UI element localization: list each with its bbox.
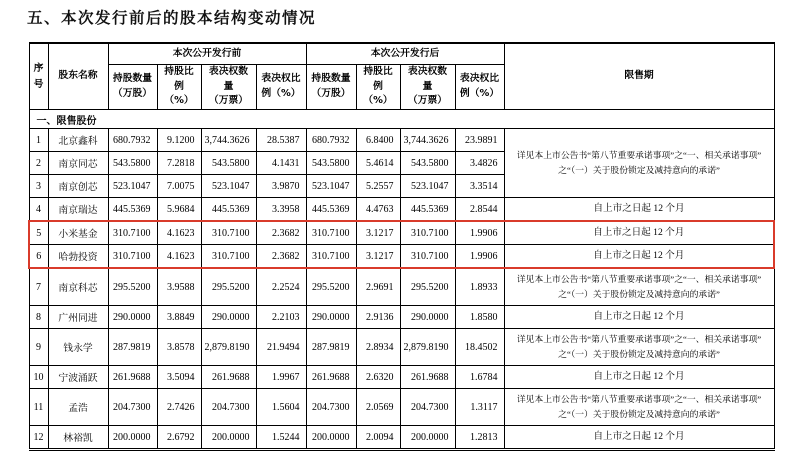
before-offering-value-cell: 4.1623 [157,221,201,245]
shareholder-name-cell: 南京创芯 [48,175,108,198]
lockup-note-line1: 详见本上市公告书“第八节重要承诺事项”之“一、相关承诺事项” [516,150,762,161]
header-after-votes: 表决权数量 （万票） [400,65,455,110]
before-offering-value-cell: 310.7100 [201,221,256,245]
before-offering-value-cell: 3.9870 [256,175,306,198]
after-offering-value-cell: 287.9819 [306,329,356,366]
before-offering-value-cell: 2.3682 [256,245,306,269]
row-number-cell: 2 [29,152,48,175]
after-offering-value-cell: 4.4763 [356,198,400,222]
section-label: 一、限售股份 [29,110,774,129]
before-offering-value-cell: 310.7100 [108,221,157,245]
row-number-cell: 12 [29,426,48,450]
after-offering-value-cell: 2.0569 [356,389,400,426]
table-row [29,129,774,152]
before-offering-value-cell: 445.5369 [201,198,256,222]
lockup-period-cell [504,389,774,426]
lockup-period-cell [504,129,774,198]
row-number-cell: 1 [29,129,48,152]
after-offering-value-cell: 204.7300 [306,389,356,426]
before-offering-value-cell: 2.7426 [157,389,201,426]
lockup-note-line2: 之“（一）关于股份锁定及减持意向的承诺” [558,165,720,176]
row-number-cell: 4 [29,198,48,222]
after-offering-value-cell: 23.9891 [455,129,504,152]
after-offering-value-cell: 200.0000 [306,426,356,450]
table-row [29,306,774,329]
header-before-share-pct: 持股比例 （%） [157,65,201,110]
share-structure-table [28,42,775,451]
header-before-vote-pct: 表决权比 例（%） [256,65,306,110]
lockup-period-cell [504,268,774,306]
after-offering-value-cell: 5.2557 [356,175,400,198]
after-offering-value-cell: 295.5200 [400,268,455,306]
after-offering-value-cell: 310.7100 [400,245,455,269]
before-offering-value-cell: 2.2103 [256,306,306,329]
after-offering-value-cell: 6.8400 [356,129,400,152]
before-offering-value-cell: 204.7300 [201,389,256,426]
shareholder-name-cell: 小米基金 [48,221,108,245]
after-offering-value-cell: 543.5800 [306,152,356,175]
before-offering-value-cell: 295.5200 [201,268,256,306]
before-offering-value-cell: 543.5800 [201,152,256,175]
before-offering-value-cell: 7.0075 [157,175,201,198]
before-offering-value-cell: 3,744.3626 [201,129,256,152]
shareholder-name-cell: 北京鑫科 [48,129,108,152]
before-offering-value-cell: 2,879.8190 [201,329,256,366]
section-restricted-shares [29,110,774,129]
after-offering-value-cell: 204.7300 [400,389,455,426]
after-offering-value-cell: 290.0000 [400,306,455,329]
before-offering-value-cell: 523.1047 [108,175,157,198]
before-offering-value-cell: 1.9967 [256,366,306,389]
row-number-cell: 9 [29,329,48,366]
shareholder-name-cell: 钱永学 [48,329,108,366]
before-offering-value-cell: 2.2524 [256,268,306,306]
lockup-period-cell: 自上市之日起 12 个月 [504,221,774,245]
shareholder-name-cell: 南京同芯 [48,152,108,175]
after-offering-value-cell: 1.8933 [455,268,504,306]
before-offering-value-cell: 3.9588 [157,268,201,306]
page-title: 五、本次发行前后的股本结构变动情况 [27,9,317,27]
row-number-cell: 10 [29,366,48,389]
after-offering-value-cell: 3.1217 [356,245,400,269]
before-offering-value-cell: 287.9819 [108,329,157,366]
after-offering-value-cell: 200.0000 [400,426,455,450]
before-offering-value-cell: 28.5387 [256,129,306,152]
after-offering-value-cell: 3.3514 [455,175,504,198]
after-offering-value-cell: 310.7100 [306,221,356,245]
before-offering-value-cell: 543.5800 [108,152,157,175]
shareholder-name-cell: 林裕凯 [48,426,108,450]
before-offering-value-cell: 295.5200 [108,268,157,306]
header-after-shares: 持股数量 （万股） [306,65,356,110]
after-offering-value-cell: 1.9906 [455,245,504,269]
after-offering-value-cell: 2.9136 [356,306,400,329]
header-after-share-pct: 持股比例 （%） [356,65,400,110]
shareholder-name-cell: 南京科芯 [48,268,108,306]
after-offering-value-cell: 2.8934 [356,329,400,366]
table-row [29,221,774,245]
after-offering-value-cell: 680.7932 [306,129,356,152]
row-number-cell: 6 [29,245,48,269]
lockup-note-line1: 详见本上市公告书“第八节重要承诺事项”之“一、相关承诺事项” [516,274,762,285]
after-offering-value-cell: 2,879.8190 [400,329,455,366]
header-before-votes: 表决权数量 （万票） [201,65,256,110]
table-row [29,426,774,450]
after-offering-value-cell: 1.9906 [455,221,504,245]
before-offering-value-cell: 9.1200 [157,129,201,152]
after-offering-value-cell: 3.1217 [356,221,400,245]
before-offering-value-cell: 3.3958 [256,198,306,222]
header-shareholder: 股东名称 [48,43,108,110]
before-offering-value-cell: 200.0000 [201,426,256,450]
before-offering-value-cell: 680.7932 [108,129,157,152]
lockup-period-cell: 自上市之日起 12 个月 [504,198,774,222]
before-offering-value-cell: 2.6792 [157,426,201,450]
lockup-note-line1: 详见本上市公告书“第八节重要承诺事项”之“一、相关承诺事项” [516,394,762,405]
before-offering-value-cell: 5.9684 [157,198,201,222]
after-offering-value-cell: 1.6784 [455,366,504,389]
after-offering-value-cell: 3.4826 [455,152,504,175]
after-offering-value-cell: 2.8544 [455,198,504,222]
before-offering-value-cell: 21.9494 [256,329,306,366]
after-offering-value-cell: 523.1047 [306,175,356,198]
table-row [29,245,774,269]
after-offering-value-cell: 2.6320 [356,366,400,389]
lockup-period-cell: 自上市之日起 12 个月 [504,306,774,329]
after-offering-value-cell: 3,744.3626 [400,129,455,152]
after-offering-value-cell: 445.5369 [306,198,356,222]
header-seq: 序号 [29,43,48,110]
before-offering-value-cell: 7.2818 [157,152,201,175]
before-offering-value-cell: 4.1623 [157,245,201,269]
table-row [29,389,774,426]
before-offering-value-cell: 290.0000 [108,306,157,329]
lockup-note-line2: 之“（一）关于股份锁定及减持意向的承诺” [558,409,720,420]
before-offering-value-cell: 2.3682 [256,221,306,245]
table-row [29,366,774,389]
before-offering-value-cell: 4.1431 [256,152,306,175]
lockup-period-cell: 自上市之日起 12 个月 [504,366,774,389]
after-offering-value-cell: 1.3117 [455,389,504,426]
after-offering-value-cell: 295.5200 [306,268,356,306]
shareholder-name-cell: 孟浩 [48,389,108,426]
after-offering-value-cell: 290.0000 [306,306,356,329]
header-before-shares: 持股数量 （万股） [108,65,157,110]
before-offering-value-cell: 1.5604 [256,389,306,426]
shareholder-name-cell: 哈勃投资 [48,245,108,269]
after-offering-value-cell: 1.8580 [455,306,504,329]
after-offering-value-cell: 543.5800 [400,152,455,175]
header-lockup: 限售期 [504,43,774,110]
before-offering-value-cell: 445.5369 [108,198,157,222]
after-offering-value-cell: 261.9688 [306,366,356,389]
before-offering-value-cell: 3.8578 [157,329,201,366]
after-offering-value-cell: 2.0094 [356,426,400,450]
lockup-note-line2: 之“（一）关于股份锁定及减持意向的承诺” [558,289,720,300]
before-offering-value-cell: 310.7100 [108,245,157,269]
row-number-cell: 3 [29,175,48,198]
after-offering-value-cell: 18.4502 [455,329,504,366]
header-before-group: 本次公开发行前 [108,43,306,65]
after-offering-value-cell: 523.1047 [400,175,455,198]
after-offering-value-cell: 5.4614 [356,152,400,175]
after-offering-value-cell: 445.5369 [400,198,455,222]
after-offering-value-cell: 261.9688 [400,366,455,389]
after-offering-value-cell: 310.7100 [400,221,455,245]
header-after-group: 本次公开发行后 [306,43,504,65]
header-after-vote-pct: 表决权比 例（%） [455,65,504,110]
shareholder-name-cell: 广州同进 [48,306,108,329]
lockup-period-cell: 自上市之日起 12 个月 [504,426,774,450]
before-offering-value-cell: 261.9688 [201,366,256,389]
row-number-cell: 11 [29,389,48,426]
lockup-note-line2: 之“（一）关于股份锁定及减持意向的承诺” [558,349,720,360]
row-number-cell: 7 [29,268,48,306]
before-offering-value-cell: 1.5244 [256,426,306,450]
row-number-cell: 8 [29,306,48,329]
table-row [29,329,774,366]
lockup-period-cell [504,329,774,366]
before-offering-value-cell: 261.9688 [108,366,157,389]
shareholder-name-cell: 宁波涌跃 [48,366,108,389]
header-row-groups [29,43,774,65]
before-offering-value-cell: 200.0000 [108,426,157,450]
before-offering-value-cell: 3.8849 [157,306,201,329]
before-offering-value-cell: 3.5094 [157,366,201,389]
after-offering-value-cell: 310.7100 [306,245,356,269]
lockup-period-cell: 自上市之日起 12 个月 [504,245,774,269]
before-offering-value-cell: 204.7300 [108,389,157,426]
row-number-cell: 5 [29,221,48,245]
before-offering-value-cell: 523.1047 [201,175,256,198]
table-row [29,198,774,222]
before-offering-value-cell: 310.7100 [201,245,256,269]
after-offering-value-cell: 2.9691 [356,268,400,306]
table-row [29,268,774,306]
before-offering-value-cell: 290.0000 [201,306,256,329]
after-offering-value-cell: 1.2813 [455,426,504,450]
shareholder-name-cell: 南京瑞达 [48,198,108,222]
lockup-note-line1: 详见本上市公告书“第八节重要承诺事项”之“一、相关承诺事项” [516,334,762,345]
